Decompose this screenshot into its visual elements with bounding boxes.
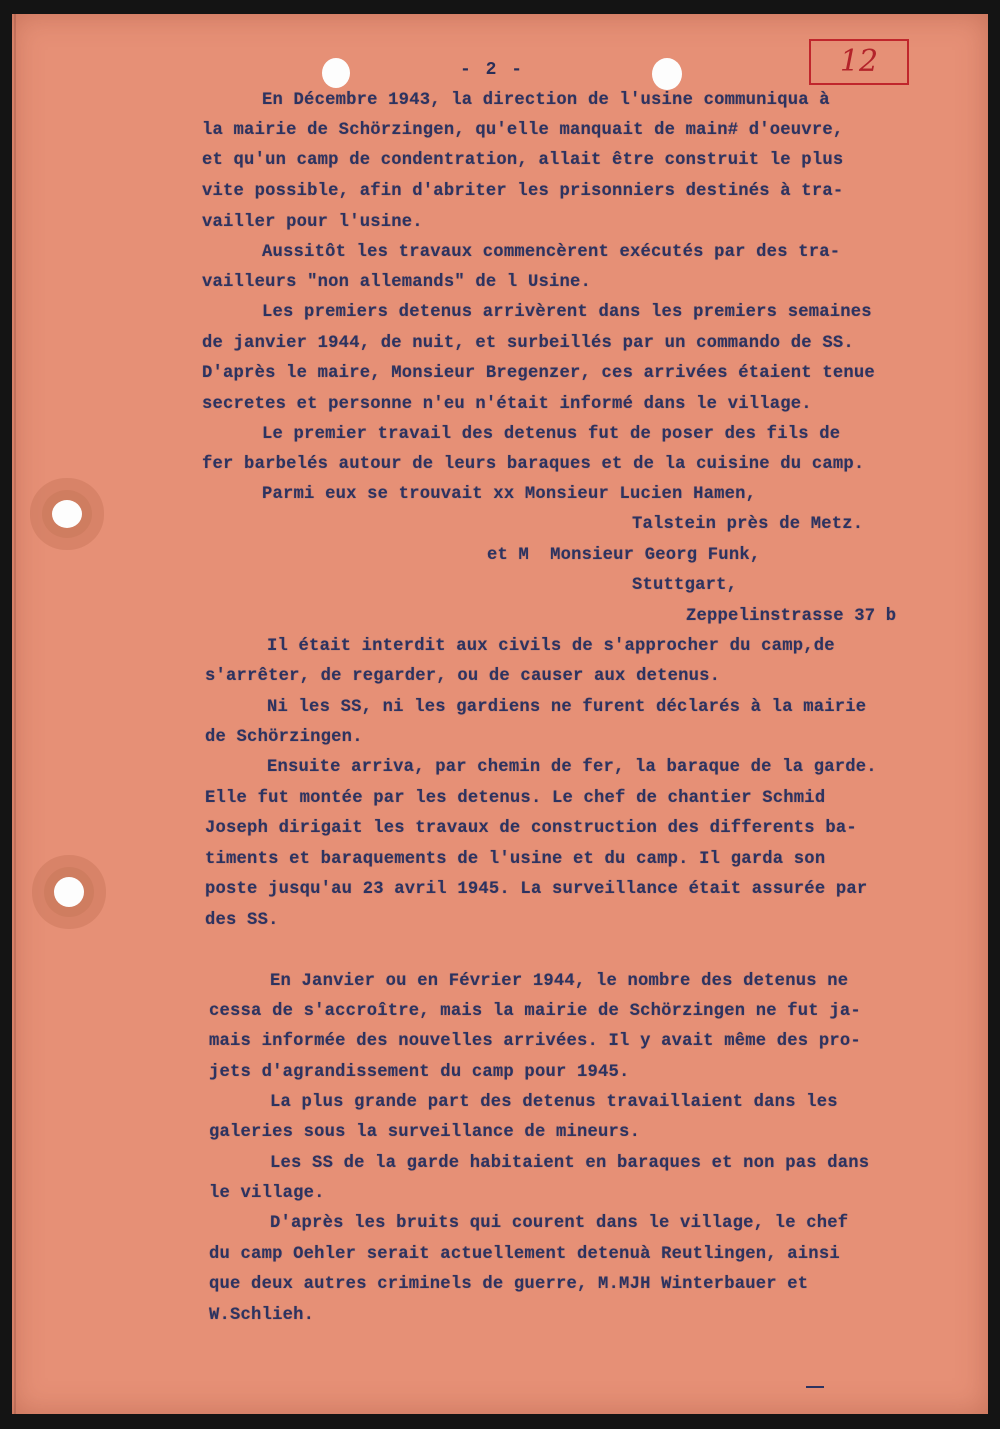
text-line: vailleurs "non allemands" de l Usine. bbox=[202, 273, 592, 292]
text-line: Stuttgart, bbox=[632, 576, 738, 595]
punch-hole bbox=[54, 877, 84, 907]
text-line: vite possible, afin d'abriter les prisonniers destinés à tra- bbox=[202, 182, 844, 201]
text-line: Talstein près de Metz. bbox=[632, 515, 864, 534]
text-line: Aussitôt les travaux commencèrent exécutés par des tra- bbox=[262, 243, 841, 262]
text-line: galeries sous la surveillance de mineurs. bbox=[209, 1123, 641, 1142]
archive-stamp bbox=[809, 39, 909, 85]
text-line: Il était interdit aux civils de s'approcher du camp,de bbox=[267, 637, 835, 656]
text-line: que deux autres criminels de guerre, M.MJH Winterbauer et bbox=[209, 1275, 809, 1294]
text-line: Ensuite arriva, par chemin de fer, la baraque de la garde. bbox=[267, 758, 877, 777]
text-line: du camp Oehler serait actuellement detenuà Reutlingen, ainsi bbox=[209, 1245, 840, 1264]
text-line: Les SS de la garde habitaient en baraques et non pas dans bbox=[270, 1154, 870, 1173]
text-line: secretes et personne n'eu n'était informé dans le village. bbox=[202, 395, 812, 414]
text-line: D'après le maire, Monsieur Bregenzer, ces arrivées étaient tenue bbox=[202, 364, 875, 383]
text-line: Parmi eux se trouvait xx Monsieur Lucien Hamen, bbox=[262, 485, 757, 504]
text-line: mais informée des nouvelles arrivées. Il y avait même des pro- bbox=[209, 1032, 861, 1051]
archive-stamp-number: 12 bbox=[839, 44, 879, 79]
punch-hole bbox=[322, 58, 350, 88]
text-line: et qu'un camp de condentration, allait être construit le plus bbox=[202, 151, 844, 170]
text-line: timents et baraquements de l'usine et du camp. Il garda son bbox=[205, 850, 826, 869]
text-line: Ni les SS, ni les gardiens ne furent déclarés à la mairie bbox=[267, 698, 867, 717]
text-line: D'après les bruits qui courent dans le village, le chef bbox=[270, 1214, 849, 1233]
text-line: cessa de s'accroître, mais la mairie de Schörzingen ne fut ja- bbox=[209, 1002, 861, 1021]
text-line: le village. bbox=[209, 1184, 325, 1203]
text-line: et M Monsieur Georg Funk, bbox=[487, 546, 761, 565]
text-line: Les premiers detenus arrivèrent dans les premiers semaines bbox=[262, 303, 872, 322]
text-line: de Schörzingen. bbox=[205, 728, 363, 747]
text-line: poste jusqu'au 23 avril 1945. La surveillance était assurée par bbox=[205, 880, 868, 899]
text-line: En Décembre 1943, la direction de l'usine communiqua à bbox=[262, 91, 830, 110]
text-line: La plus grande part des detenus travaillaient dans les bbox=[270, 1093, 838, 1112]
text-line: Joseph dirigait les travaux de construction des differents ba- bbox=[205, 819, 857, 838]
text-line: En Janvier ou en Février 1944, le nombre des detenus ne bbox=[270, 972, 849, 991]
punch-hole bbox=[52, 500, 82, 528]
text-line: la mairie de Schörzingen, qu'elle manquait de main# d'oeuvre, bbox=[202, 121, 844, 140]
page-edge-shadow bbox=[14, 14, 16, 1414]
text-line: des SS. bbox=[205, 911, 279, 930]
footer-dash bbox=[806, 1386, 824, 1388]
text-line: W.Schlieh. bbox=[209, 1306, 315, 1325]
text-line: fer barbelés autour de leurs baraques et de la cuisine du camp. bbox=[202, 455, 865, 474]
text-line: Zeppelinstrasse 37 b bbox=[686, 607, 897, 626]
text-line: Elle fut montée par les detenus. Le chef de chantier Schmid bbox=[205, 789, 826, 808]
text-line: vailler pour l'usine. bbox=[202, 213, 423, 232]
text-line: jets d'agrandissement du camp pour 1945. bbox=[209, 1063, 630, 1082]
text-line: Le premier travail des detenus fut de poser des fils de bbox=[262, 425, 841, 444]
page-number: - 2 - bbox=[460, 60, 525, 80]
punch-hole bbox=[652, 58, 682, 90]
text-line: s'arrêter, de regarder, ou de causer aux detenus. bbox=[205, 667, 721, 686]
text-line: de janvier 1944, de nuit, et surbeillés par un commando de SS. bbox=[202, 334, 854, 353]
